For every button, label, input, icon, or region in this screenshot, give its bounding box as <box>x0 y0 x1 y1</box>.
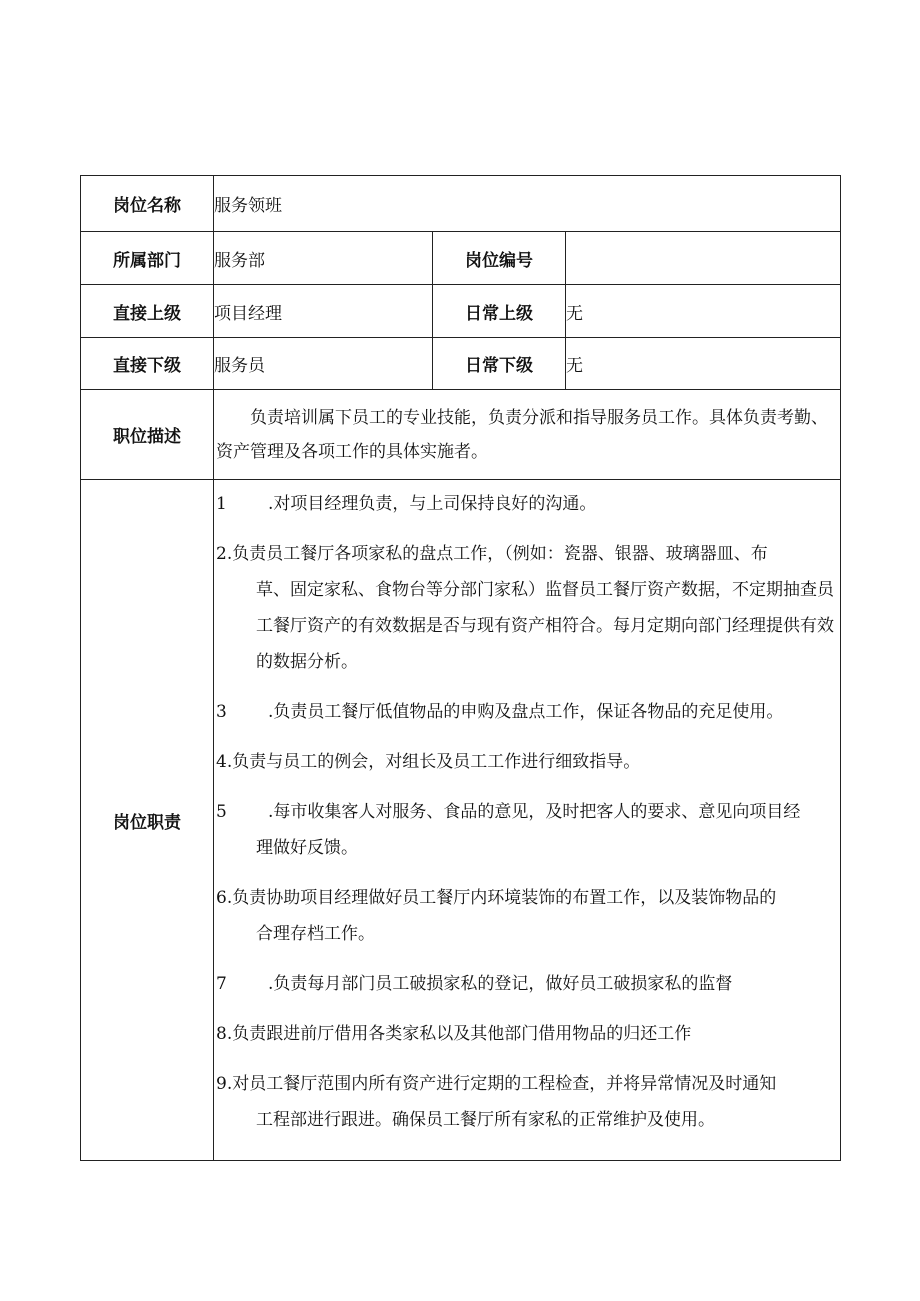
duty-item <box>216 880 836 952</box>
duty-continuation: 工程部进行跟进。确保员工餐厅所有家私的正常维护及使用。 <box>256 1110 715 1130</box>
duty-continuation: 草、固定家私、食物台等分部门家私）监督员工餐厅资产数据，不定期抽查员工餐厅资产的有效数据是否与现有资产相符合。每月定期向部门经理提供有效的数据分析。 <box>256 580 834 672</box>
duty-first-line <box>216 544 768 564</box>
row-subordinate <box>81 338 841 390</box>
duty-number: 2 <box>216 544 227 564</box>
duty-text: .每市收集客人对服务、食品的意见，及时把客人的要求、意见向项目经 <box>268 802 801 822</box>
duty-item <box>216 536 836 680</box>
duty-item <box>216 486 836 522</box>
post-code-value <box>566 232 841 285</box>
duty-number: 9 <box>216 1074 227 1094</box>
duty-number: 4 <box>216 752 227 772</box>
duty-item <box>216 744 836 780</box>
post-name-value: 服务领班 <box>214 176 841 232</box>
duty-item <box>216 694 836 730</box>
post-name-label: 岗位名称 <box>81 176 214 232</box>
duty-first-line <box>216 494 596 514</box>
duty-text: .对员工餐厅范围内所有资产进行定期的工程检查，并将异常情况及时通知 <box>226 1074 777 1094</box>
duty-text: .负责每月部门员工破损家私的登记，做好员工破损家私的监督 <box>268 974 733 994</box>
duty-number: 6 <box>216 888 227 908</box>
duty-number: 3 <box>216 702 227 722</box>
row-post-name <box>81 176 841 232</box>
duty-continuation: 理做好反馈。 <box>256 838 358 858</box>
duty-number: 8 <box>216 1024 227 1044</box>
duty-first-line <box>216 802 800 822</box>
direct-subordinate-label: 直接下级 <box>81 338 214 390</box>
row-department <box>81 232 841 285</box>
duty-text: .负责员工餐厅各项家私的盘点工作，（例如：瓷器、银器、玻璃器皿、布 <box>226 544 768 564</box>
duty-number: 7 <box>216 974 227 994</box>
duty-text: .负责员工餐厅低值物品的申购及盘点工作，保证各物品的充足使用。 <box>268 702 784 722</box>
duty-item <box>216 1066 836 1138</box>
department-value: 服务部 <box>214 232 433 285</box>
duty-first-line <box>216 752 640 772</box>
description-cell <box>214 390 841 480</box>
duty-first-line <box>216 1074 776 1094</box>
duties-list <box>214 480 840 1144</box>
duty-text: .负责协助项目经理做好员工餐厅内环境装饰的布置工作，以及装饰物品的 <box>226 888 777 908</box>
direct-subordinate-value: 服务员 <box>214 338 433 390</box>
row-description <box>81 390 841 480</box>
duties-cell <box>214 480 841 1161</box>
row-duties <box>81 480 841 1161</box>
duty-first-line <box>216 1024 691 1044</box>
description-text: 负责培训属下员工的专业技能，负责分派和指导服务员工作。具体负责考勤、资产管理及各项工作的具体实施者。 <box>216 407 828 462</box>
duty-number: 1 <box>216 494 227 514</box>
direct-superior-value: 项目经理 <box>214 285 433 338</box>
duty-text: .负责跟进前厅借用各类家私以及其他部门借用物品的归还工作 <box>226 1024 692 1044</box>
daily-subordinate-label: 日常下级 <box>433 338 566 390</box>
duty-continuation: 合理存档工作。 <box>256 924 375 944</box>
direct-superior-label: 直接上级 <box>81 285 214 338</box>
post-code-label: 岗位编号 <box>433 232 566 285</box>
daily-superior-label: 日常上级 <box>433 285 566 338</box>
duty-text: .负责与员工的例会，对组长及员工工作进行细致指导。 <box>226 752 641 772</box>
duty-text: .对项目经理负责，与上司保持良好的沟通。 <box>268 494 597 514</box>
daily-superior-value: 无 <box>566 285 841 338</box>
duty-first-line <box>216 888 776 908</box>
duty-item <box>216 1016 836 1052</box>
duty-first-line <box>216 974 732 994</box>
row-superior <box>81 285 841 338</box>
duty-item <box>216 966 836 1002</box>
daily-subordinate-value: 无 <box>566 338 841 390</box>
duty-first-line <box>216 702 783 722</box>
duty-item <box>216 794 836 866</box>
job-description-table <box>80 175 841 1161</box>
duties-label: 岗位职责 <box>81 480 214 1161</box>
description-label: 职位描述 <box>81 390 214 480</box>
department-label: 所属部门 <box>81 232 214 285</box>
duty-number: 5 <box>216 802 227 822</box>
